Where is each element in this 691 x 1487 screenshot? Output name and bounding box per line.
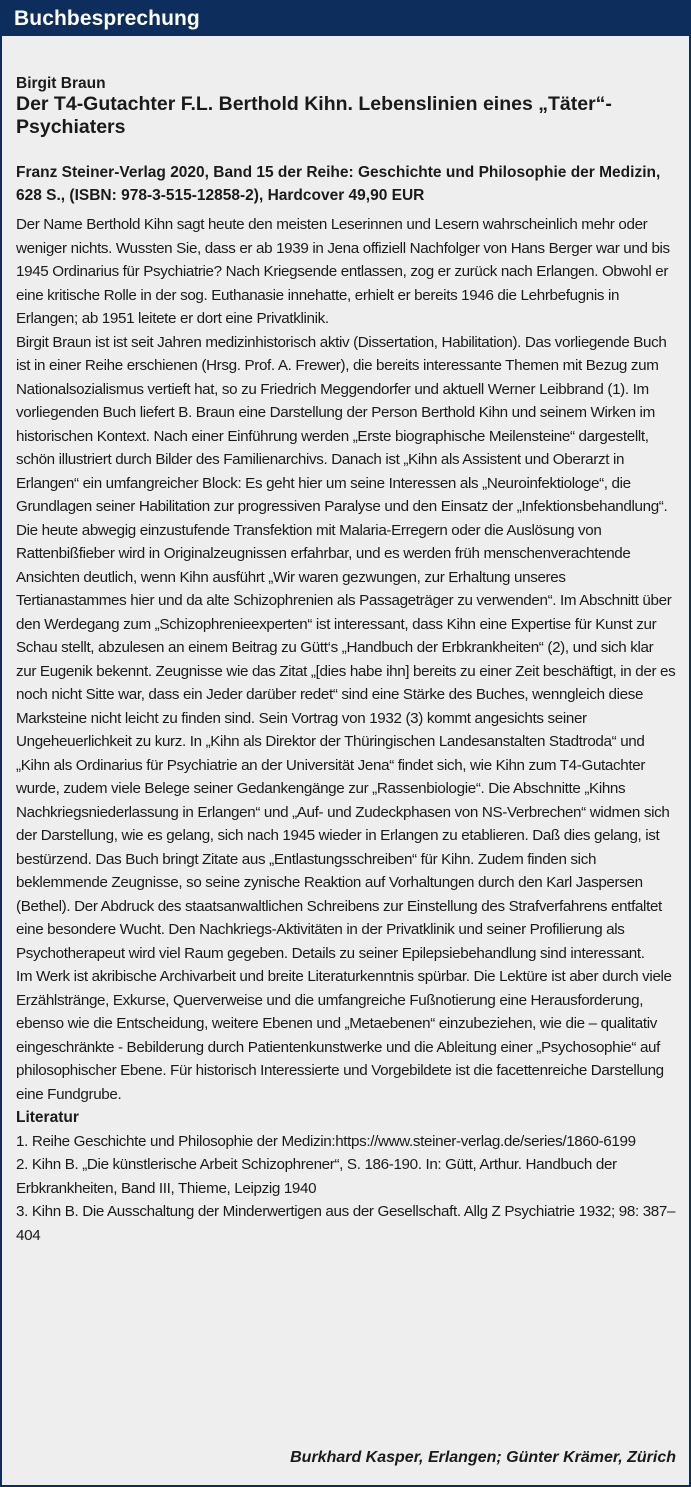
literature-list xyxy=(16,1130,676,1248)
section-header xyxy=(2,2,689,36)
literature-heading: Literatur xyxy=(16,1109,79,1126)
book-author: Birgit Braun xyxy=(16,75,106,92)
review-body xyxy=(16,213,676,1106)
literature-item: 1. Reihe Geschichte und Philosophie der Medizin:https://www.steiner-verlag.de/series/1860-6199 xyxy=(16,1132,636,1150)
literature-item: 2. Kihn B. „Die künstlerische Arbeit Schizophrener“, S. 186-190. In: Gütt, Arthur. Handbuch der Erbkrankheiten, Band III, Thieme, Leipzig 1940 xyxy=(16,1156,617,1197)
review-content xyxy=(2,74,689,1247)
reviewer-signature: Burkhard Kasper, Erlangen; Günter Krämer, Zürich xyxy=(290,1449,676,1466)
section-label: Buchbesprechung xyxy=(14,7,200,30)
review-paragraph: Der Name Berthold Kihn sagt heute den meisten Leserinnen und Lesern wahrscheinlich mehr oder weniger nichts. Wussten Sie, dass er ab 1939 in Jena offiziell Nachfolger von Hans Berger war und bis 1945 Ordinarius für Psychiatrie? Nach Kriegsende entlassen, zog er zurück nach Erlangen. Obwohl er eine kritische Rolle in der sog. Euthanasie innehatte, erhielt er bereits 1946 die Lehrbefugnis in Erlangen; ab 1951 leitete er dort eine Privatklinik. xyxy=(16,216,670,327)
review-paragraph: Im Werk ist akribische Archivarbeit und breite Literaturkenntnis spürbar. Die Lektüre ist aber durch viele Erzählstränge, Exkurse, Querverweise und die umfangreiche Fußnotierung eine Herausforderung, ebenso wie die Entscheidung, weitere Ebenen und „Metaebenen“ einzubeziehen, wie die – qualitativ eingeschränkte - Bebilderung durch Patientenkunstwerke und die Ableitung einer „Psychosophie“ auf philosophischer Ebene. Für historisch Interessierte und Vorgebildete ist die facettenreiche Darstellung eine Fundgrube. xyxy=(16,968,672,1103)
publisher-info: Franz Steiner-Verlag 2020, Band 15 der Reihe: Geschichte und Philosophie der Medizin, 628 S., (ISBN: 978-3-515-12858-2), Hardcover 49,90 EUR xyxy=(16,164,661,204)
review-paragraph: Birgit Braun ist ist seit Jahren medizinhistorisch aktiv (Dissertation, Habilitation). Das vorliegende Buch ist in einer Reihe erschienen (Hrsg. Prof. A. Frewer), die bereits interessante Themen mit Bezug zum Nationalsozialismus vertieft hat, so zu Friedrich Meggendorfer und aktuell Werner Leibbrand (1). Im vorliegenden Buch liefert B. Braun eine Darstellung der Person Berthold Kihn und seinem Wirken im historischen Kontext. Nach einer Einführung werden „Erste biographische Meilensteine“ dargestellt, schön illustriert durch Bilder des Familienarchivs. Danach ist „Kihn als Assistent und Oberarzt in Erlangen“ ein umfangreicher Block: Es geht hier um seine Interessen als „Neuroinfektiologe“, die Grundlagen seiner Habilitation zur progressiven Paralyse und den Einsatz der „Infektionsbehandlung“. Die heute abwegig einzustufende Transfektion mit Malaria-Erregern oder die Auslösung von Rattenbißfieber wird in Originalzeugnissen erfahrbar, und es werden früh menschenverachtende Ansichten deutlich, wenn Kihn ausführt „Wir waren gezwungen, zur Erhaltung unseres Tertianastammes hier und da alte Schizophrenien als Passageträger zu verwenden“. Im Abschnitt über den Werdegang zum „Schizophrenieexperten“ ist interessant, dass Kihn eine Expertise für Kunst zur Schau stellt, abzulesen an einem Beitrag zu Gütt‘s „Handbuch der Erbkrankheiten“ (2), und sich klar zur Eugenik bekennt. Zeugnisse wie das Zitat „[dies habe ihn] bereits zu einer Zeit beschäftigt, in der es noch nicht Sitte war, dass ein Jeder darüber redet“ sind eine Stärke des Buches, wenngleich diese Marksteine nicht leicht zu finden sind. Sein Vortrag von 1932 (3) kommt angesichts seiner Ungeheuerlichkeit zu kurz. In „Kihn als Direktor der Thüringischen Landesanstalten Stadtroda“ und „Kihn als Ordinarius für Psychiatrie an der Universität Jena“ findet sich, wie Kihn zum T4-Gutachter wurde, zudem viele Belege seiner Gedankengänge zur „Rassenbiologie“. Die Abschnitte „Kihns Nachkriegsniederlassung in Erlangen“ und „Auf- und Zudeckphasen von NS-Verbrechen“ widmen sich der Darstellung, wie es gelang, sich nach 1945 wieder in Erlangen zu etablieren. Daß dies gelang, ist bestürzend. Das Buch bringt Zitate aus „Entlastungsschreiben“ für Kihn. Zudem finden sich beklemmende Zeugnisse, so seine zynische Reaktion auf Vorhaltungen durch den Karl Jaspersen (Bethel). Der Abdruck des staatsanwaltlichen Schreibens zur Einstellung des Strafverfahrens entfaltet eine besondere Wucht. Den Nachkriegs-Aktivitäten in der Privatklinik und seiner Profilierung als Psychotherapeut wird viel Raum gegeben. Details zu seiner Epilepsiebehandlung sind interessant. xyxy=(16,333,676,962)
book-title: Der T4-Gutachter F.L. Berthold Kihn. Lebenslinien eines „Täter“-Psychiaters xyxy=(16,93,612,138)
literature-item: 3. Kihn B. Die Ausschaltung der Minderwertigen aus der Gesellschaft. Allg Z Psychiatrie 1932; 98: 387–404 xyxy=(16,1203,676,1244)
